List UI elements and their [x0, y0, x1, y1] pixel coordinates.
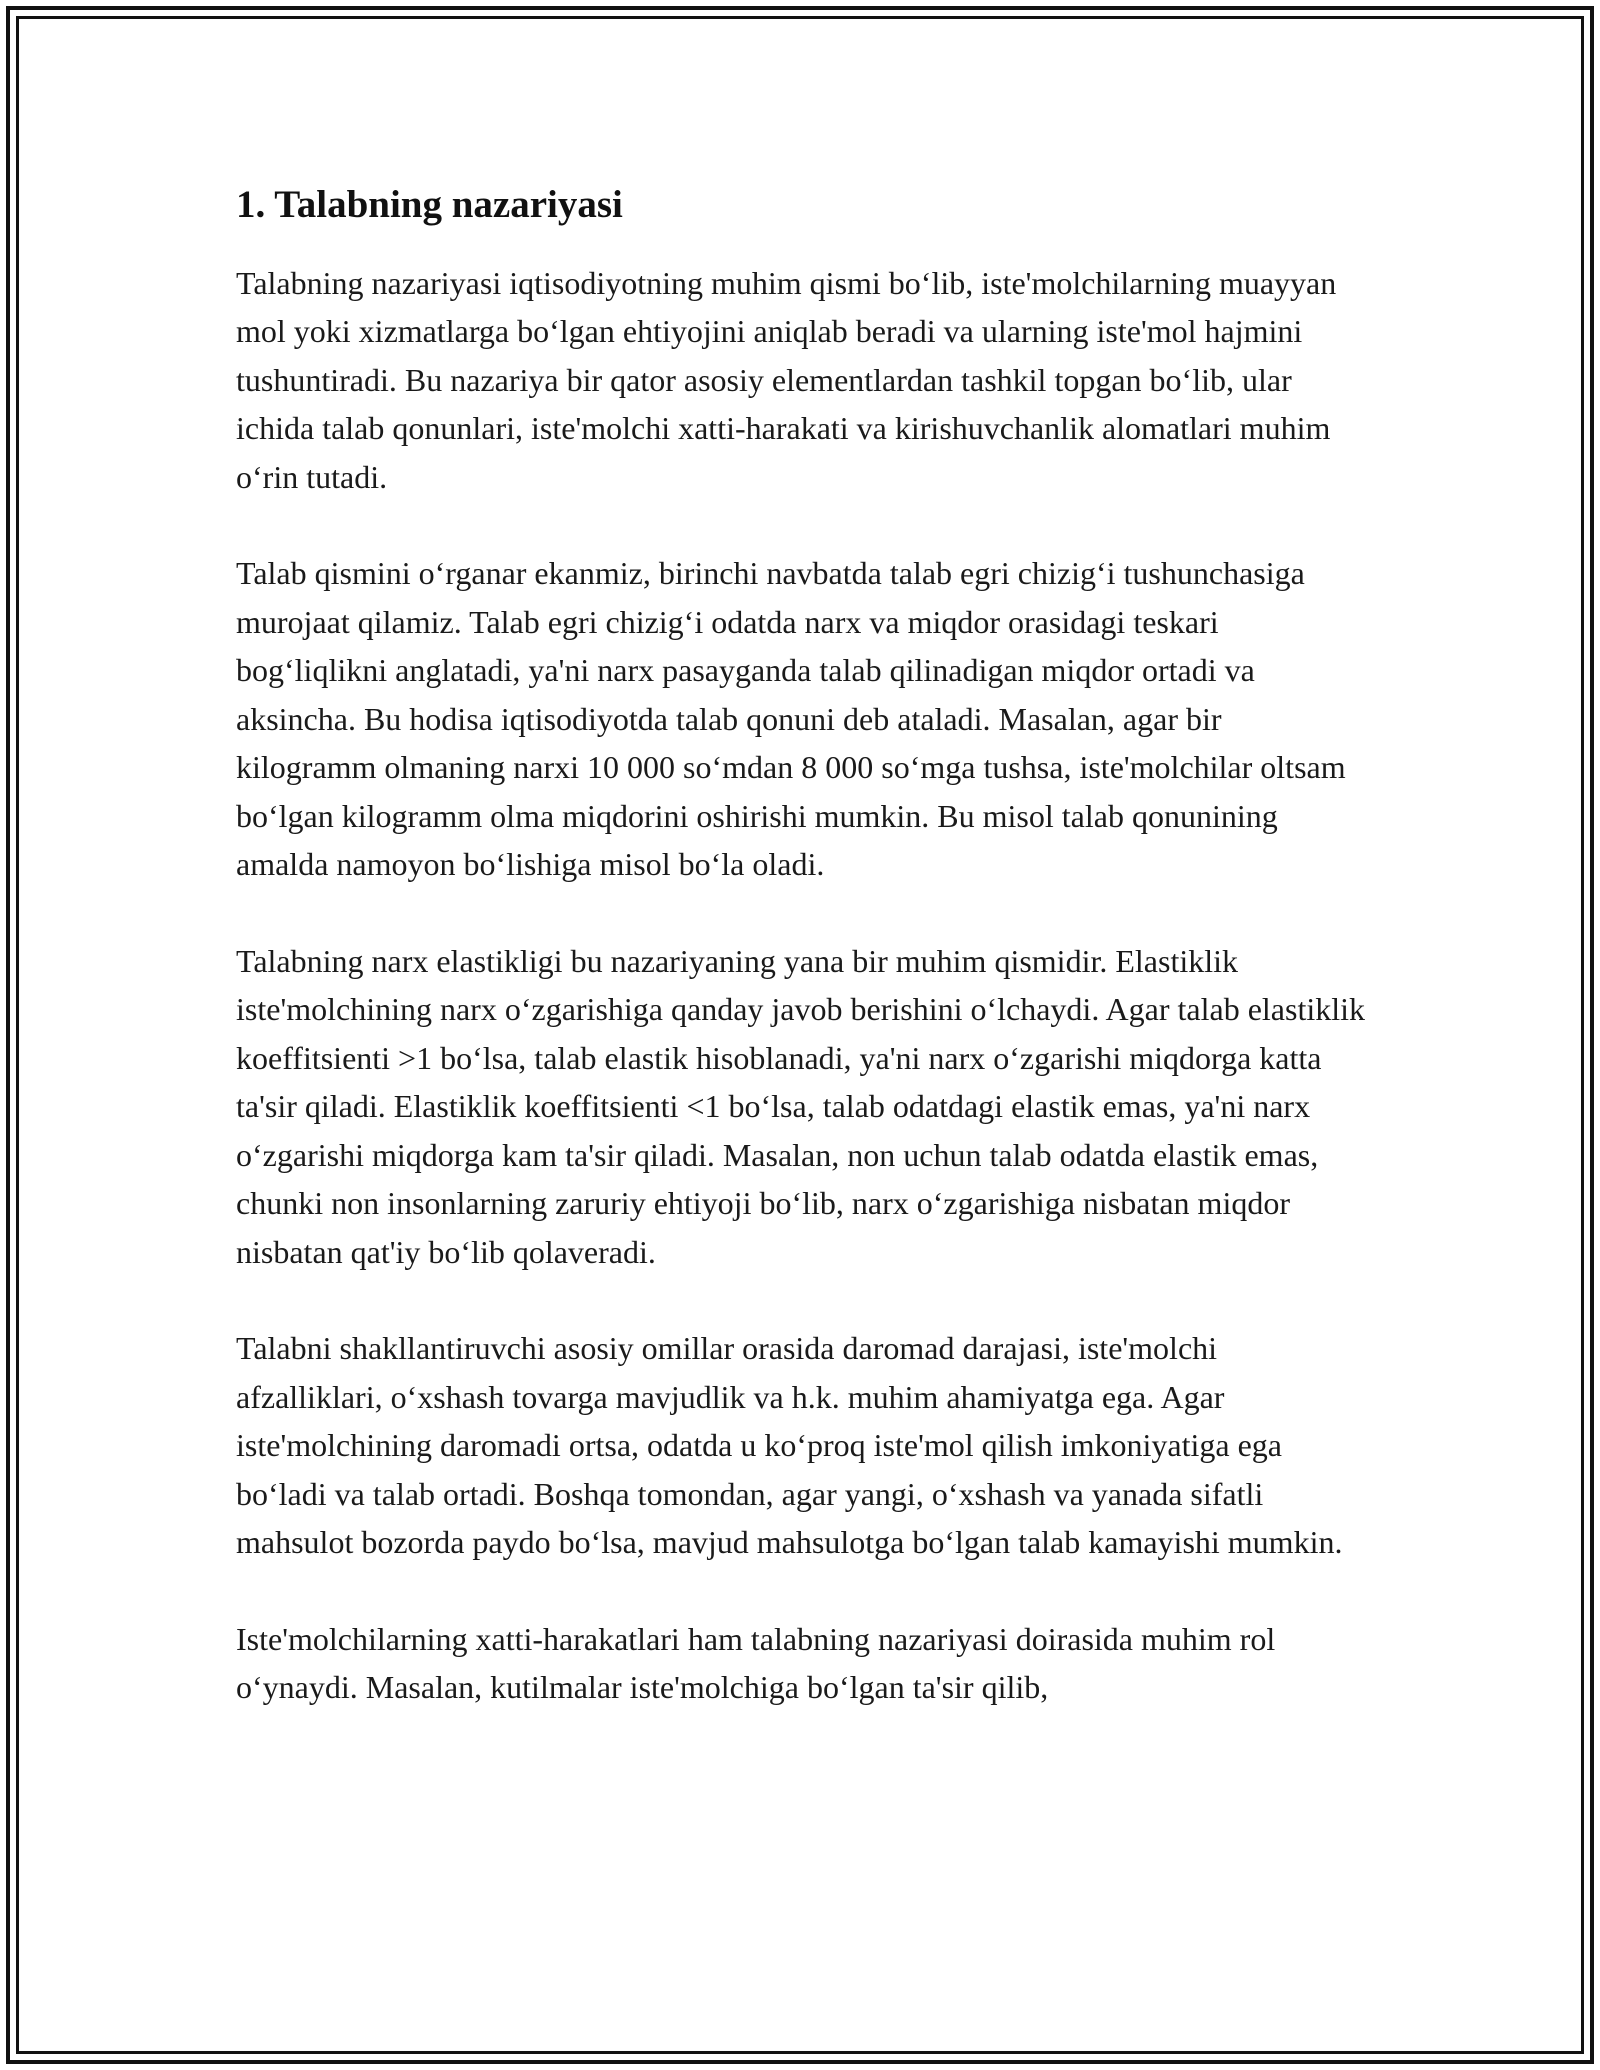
paragraph-2: Talab qismini o‘rganar ekanmiz, birinchi navbatda talab egri chizig‘i tushunchasiga murojaat qilamiz. Talab egri chizig‘i odatda narx va miqdor orasidagi teskari bog‘liqlikni anglatadi, ya'ni narx pasayganda talab qilinadigan miqdor ortadi va aksincha. Bu hodisa iqtisodiyotda talab qonuni deb ataladi. Masalan, agar bir kilogramm olmaning narxi 10 000 so‘mdan 8 000 so‘mga tushsa, iste'molchilar oltsam bo‘lgan kilogramm olma miqdorini oshirishi mumkin. Bu misol talab qonunining amalda namoyon bo‘lishiga misol bo‘la oladi. — [236, 555, 1346, 883]
paragraph-3: Talabning narx elastikligi bu nazariyaning yana bir muhim qismidir. Elastiklik iste'molchining narx o‘zgarishiga qanday javob berishini o‘lchaydi. Agar talab elastiklik koeffitsienti >1 bo‘lsa, talab elastik hisoblanadi, ya'ni narx o‘zgarishi miqdorga katta ta'sir qiladi. Elastiklik koeffitsienti <1 bo‘lsa, talab odatdagi elastik emas, ya'ni narx o‘zgarishi miqdorga kam ta'sir qiladi. Masalan, non uchun talab odatda elastik emas, chunki non insonlarning zaruriy ehtiyoji bo‘lib, narx o‘zgarishiga nisbatan miqdor nisbatan qat'iy bo‘lib qolaveradi. — [236, 942, 1366, 1270]
document-body — [236, 180, 1366, 1760]
section-heading: 1. Talabning nazariyasi — [236, 183, 623, 226]
paragraph-5: Iste'molchilarning xatti-harakatlari ham talabning nazariyasi doirasida muhim rol o‘ynaydi. Masalan, kutilmalar iste'molchiga bo‘lgan ta'sir qilib, — [236, 1620, 1276, 1706]
paragraph-4: Talabni shakllantiruvchi asosiy omillar orasida daromad darajasi, iste'molchi afzalliklari, o‘xshash tovarga mavjudlik va h.k. muhim ahamiyatga ega. Agar iste'molchining daromadi ortsa, odatda u ko‘proq iste'mol qilish imkoniyatiga ega bo‘ladi va talab ortadi. Boshqa tomondan, agar yangi, o‘xshash va yanada sifatli mahsulot bozorda paydo bo‘lsa, mavjud mahsulotga bo‘lgan talab kamayishi mumkin. — [236, 1330, 1343, 1561]
paragraph-1: Talabning nazariyasi iqtisodiyotning muhim qismi bo‘lib, iste'molchilarning muayyan mol yoki xizmatlarga bo‘lgan ehtiyojini aniqlab beradi va ularning iste'mol hajmini tushuntiradi. Bu nazariya bir qator asosiy elementlardan tashkil topgan bo‘lib, ular ichida talab qonunlari, iste'molchi xatti-harakati va kirishuvchanlik alomatlari muhim o‘rin tutadi. — [236, 264, 1337, 495]
